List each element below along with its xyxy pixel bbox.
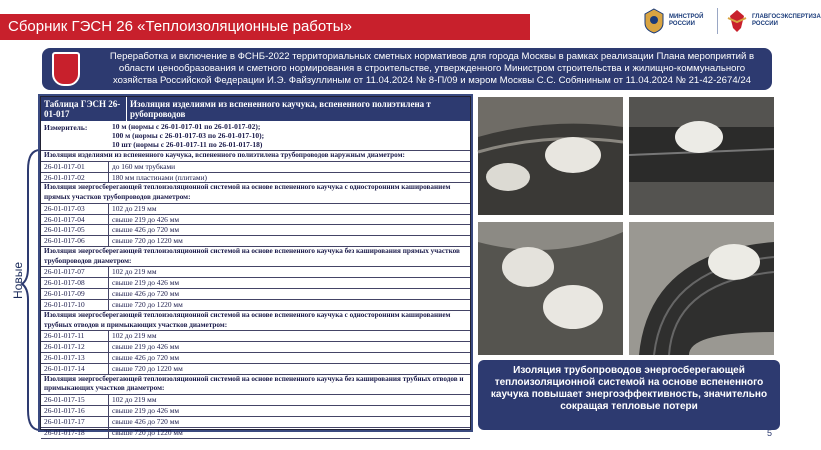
norm-code: 26-01-017-12 xyxy=(41,342,109,352)
measure-line: 10 м (нормы с 26-01-017-01 по 26-01-017-02); xyxy=(112,122,261,131)
norm-description: свыше 426 до 720 мм xyxy=(112,353,180,363)
section-title: Изоляция энергосберегающей теплоизоляционной системой на основе вспененного каучука без каширования трубных отводов и примыкающих участков диаметром: xyxy=(41,375,470,395)
table-row xyxy=(41,353,470,364)
norm-code: 26-01-017-03 xyxy=(41,204,109,214)
gesn-table xyxy=(40,96,471,437)
norm-code: 26-01-017-02 xyxy=(41,173,109,183)
section-title: Изоляция энергосберегающей теплоизоляционной системой на основе вспененного каучука без каширования прямых участков трубопроводов диаметром: xyxy=(41,247,470,267)
table-row xyxy=(41,278,470,289)
caption-box xyxy=(478,360,780,430)
norm-code: 26-01-017-01 xyxy=(41,162,109,172)
norm-description: свыше 720 до 1220 мм xyxy=(112,236,183,246)
norm-description: до 160 мм трубками xyxy=(112,161,176,171)
table-row xyxy=(41,428,470,439)
norm-description: свыше 219 до 426 мм xyxy=(112,405,180,415)
table-row xyxy=(41,215,470,226)
table-row xyxy=(41,289,470,300)
table-body xyxy=(41,151,470,439)
norm-description: свыше 426 до 720 мм xyxy=(112,416,180,426)
norm-code: 26-01-017-08 xyxy=(41,278,109,288)
logo-divider xyxy=(717,8,718,34)
table-row xyxy=(41,204,470,215)
norm-description: свыше 219 до 426 мм xyxy=(112,278,180,288)
table-code: Таблица ГЭСН 26-01-017 xyxy=(41,97,127,121)
header-logos xyxy=(643,4,821,38)
norm-code: 26-01-017-05 xyxy=(41,225,109,235)
table-row xyxy=(41,342,470,353)
norm-description: свыше 219 до 426 мм xyxy=(112,342,180,352)
emblem-icon xyxy=(643,8,665,34)
measure-label: Измеритель: xyxy=(44,123,88,132)
section-title: Изоляция энергосберегающей теплоизоляционной системой на основе вспененного каучука с односторонним кашированием прямых участков трубопроводов диаметром: xyxy=(41,183,470,203)
intro-banner xyxy=(42,48,772,90)
norm-description: свыше 219 до 426 мм xyxy=(112,214,180,224)
norm-code: 26-01-017-04 xyxy=(41,215,109,225)
table-row xyxy=(41,267,470,278)
table-row xyxy=(41,406,470,417)
section-title: Изоляция энергосберегающей теплоизоляционной системой на основе вспененного каучука с односторонним кашированием трубных отводов и примыкающих участков диаметром: xyxy=(41,311,470,331)
norm-code: 26-01-017-06 xyxy=(41,236,109,246)
table-row xyxy=(41,300,470,311)
glavgos-logo xyxy=(726,8,821,34)
table-row xyxy=(41,225,470,236)
norm-code: 26-01-017-13 xyxy=(41,353,109,363)
table-row xyxy=(41,417,470,428)
table-header xyxy=(41,97,470,121)
norm-description: свыше 720 до 1220 мм xyxy=(112,427,183,437)
side-label: Новые xyxy=(11,261,25,299)
norm-code: 26-01-017-11 xyxy=(41,331,109,341)
minstroy-logo xyxy=(643,8,709,34)
page-number: 5 xyxy=(766,428,772,438)
norm-description: свыше 426 до 720 мм xyxy=(112,225,180,235)
photo-wrapping-pipe xyxy=(478,97,623,215)
minstroy-logo-text: МИНСТРОЙ РОССИИ xyxy=(669,14,704,27)
norm-description: свыше 426 до 720 мм xyxy=(112,289,180,299)
norm-description: 102 до 219 мм xyxy=(112,395,157,405)
table-row xyxy=(41,331,470,342)
norm-description: 180 мм пластинами (плитами) xyxy=(112,172,207,182)
norm-code: 26-01-017-15 xyxy=(41,395,109,405)
eagle-icon xyxy=(726,8,748,34)
intro-text: Переработка и включение в ФСНБ-2022 территориальных сметных нормативов для города Москвы в рамках реализации Плана мероприятий в области ценообразования и сметного нормирования в строительстве, утвержденного Министром строительства и жилищно-коммунального хозяйства Российской Федерации И.Э. Файзуллиным от 11.04.2024 № 8-П/09 и мэром Москвы С.С. Собяниным от 11.04.2024 № 21-42-2674/24 xyxy=(109,51,755,86)
table-title: Изоляция изделиями из вспененного каучука, вспененного полиэтилена т рубопроводов xyxy=(130,99,431,119)
photo-gluing-seam xyxy=(478,222,623,355)
table-row xyxy=(41,236,470,247)
norm-code: 26-01-017-07 xyxy=(41,267,109,277)
measure-values xyxy=(109,121,470,150)
photo-elbow-insulation xyxy=(629,222,774,355)
table-row xyxy=(41,173,470,184)
norm-code: 26-01-017-17 xyxy=(41,417,109,427)
glavgos-logo-text: ГЛАВГОСЭКСПЕРТИЗА РОССИИ xyxy=(752,14,821,27)
measure-line: 100 м (нормы с 26-01-017-03 по 26-01-017-10); xyxy=(112,131,265,140)
norm-code: 26-01-017-09 xyxy=(41,289,109,299)
table-row xyxy=(41,162,470,173)
table-row xyxy=(41,364,470,375)
table-row xyxy=(41,395,470,406)
norm-description: свыше 720 до 1220 мм xyxy=(112,300,183,310)
norm-code: 26-01-017-18 xyxy=(41,428,109,438)
norm-description: свыше 720 до 1220 мм xyxy=(112,363,183,373)
measure-row xyxy=(41,121,470,151)
norm-description: 102 до 219 мм xyxy=(112,267,157,277)
measure-line: 10 шт (нормы с 26-01-017-11 по 26-01-017-18) xyxy=(112,140,263,149)
moscow-emblem-icon xyxy=(52,52,80,86)
norm-code: 26-01-017-16 xyxy=(41,406,109,416)
caption-text: Изоляция трубопроводов энергосберегающей теплоизоляционной системой на основе вспененного каучука повышает энергоэффективность, значительно сокращая тепловые потери xyxy=(490,365,768,412)
photo-wrapping-joint xyxy=(629,97,774,215)
norm-code: 26-01-017-10 xyxy=(41,300,109,310)
slide-title: Сборник ГЭСН 26 «Теплоизоляционные работы» xyxy=(0,14,530,40)
section-title: Изоляция изделиями из вспененного каучука, вспененного полиэтилена трубопроводов наружным диаметром: xyxy=(41,151,470,162)
norm-description: 102 до 219 мм xyxy=(112,331,157,341)
norm-description: 102 до 219 мм xyxy=(112,203,157,213)
norm-code: 26-01-017-14 xyxy=(41,364,109,374)
